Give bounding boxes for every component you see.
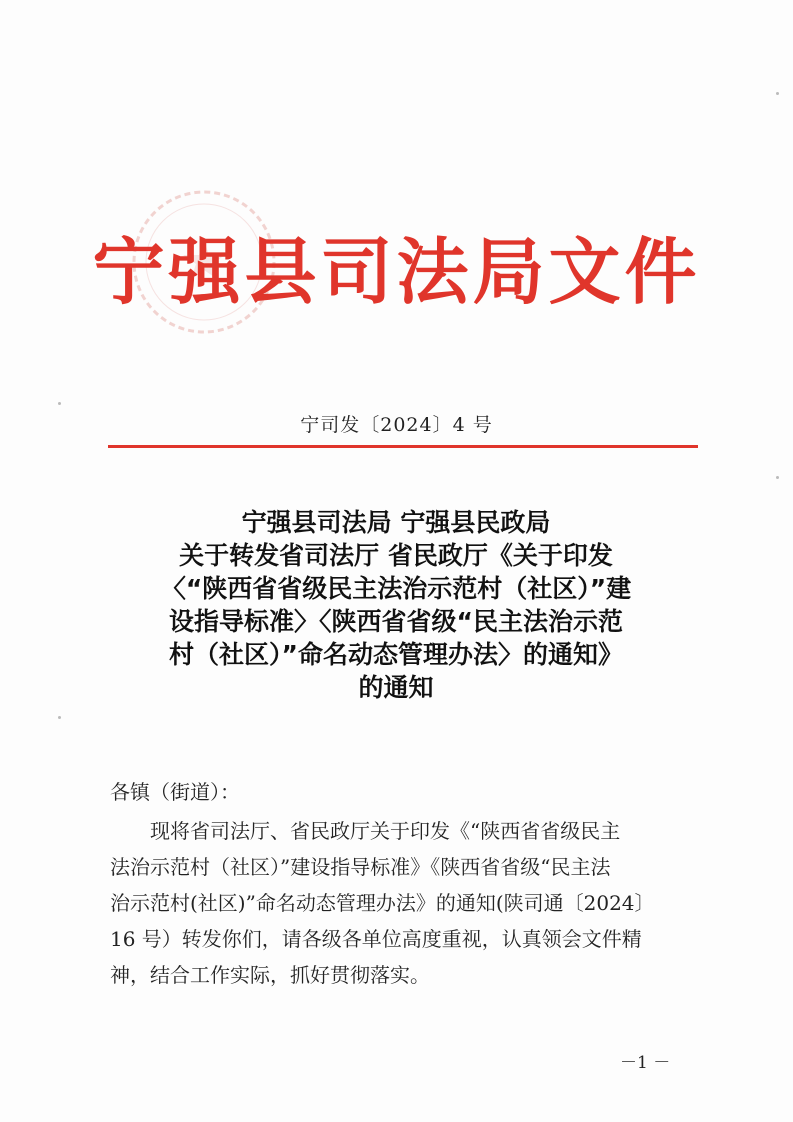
- salutation: 各镇（街道）：: [110, 780, 240, 804]
- title-line: 村（社区）”命名动态管理办法〉的通知》: [169, 640, 623, 669]
- title-line: 〈“陕西省省级民主法治示范村（社区）”建: [160, 574, 632, 603]
- scan-speck: [58, 716, 61, 719]
- page-number: －1 －: [620, 1053, 671, 1073]
- document-masthead: 宁强县司法局文件: [92, 230, 701, 314]
- scan-speck: [776, 476, 779, 479]
- red-divider-line: [108, 445, 698, 448]
- title-line: 关于转发省司法厅 省民政厅《关于印发: [179, 541, 613, 570]
- title-line: 的通知: [358, 673, 434, 702]
- body-line: 16 号）转发你们，请各级各单位高度重视，认真领会文件精: [110, 927, 642, 951]
- body-line: 神，结合工作实际，抓好贯彻落实。: [110, 963, 430, 987]
- title-line: 宁强县司法局 宁强县民政局: [241, 508, 551, 537]
- document-title: [96, 506, 696, 704]
- body-line: 现将省司法厅、省民政厅关于印发《“陕西省省级民主: [150, 819, 621, 843]
- scan-speck: [776, 92, 779, 95]
- body-line: 治示范村(社区)”命名动态管理办法》的通知(陕司通〔2024〕: [110, 891, 655, 915]
- title-line: 设指导标准〉〈陕西省省级“民主法治示范: [169, 607, 623, 636]
- scan-speck: [58, 402, 61, 405]
- document-number: 宁司发〔2024〕4 号: [300, 414, 493, 436]
- body-line: 法治示范村（社区）”建设指导标准》《陕西省省级“民主法: [110, 855, 611, 879]
- body-paragraph: [110, 813, 690, 993]
